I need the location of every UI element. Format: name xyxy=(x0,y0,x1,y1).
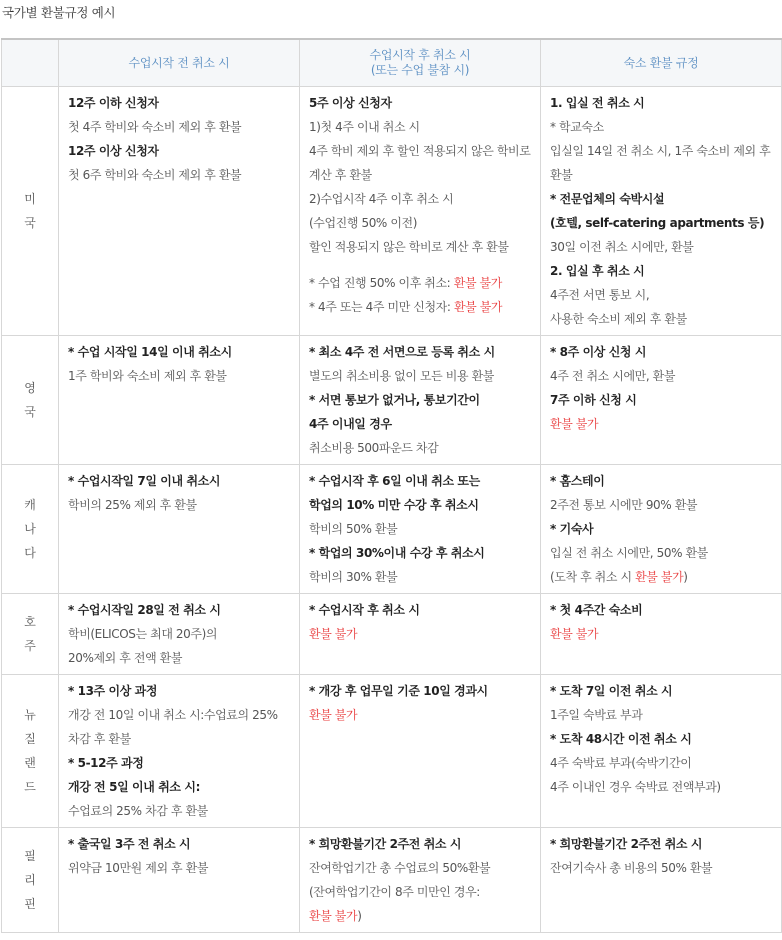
policy-text xyxy=(68,646,290,670)
country-char: 질 xyxy=(24,732,36,746)
policy-text xyxy=(550,775,772,799)
policy-text xyxy=(550,751,772,775)
policy-heading xyxy=(68,832,290,856)
country-char: 드 xyxy=(24,780,36,794)
no-refund-label: 환불 불가 xyxy=(309,627,358,641)
line-text: * 수업시작일 7일 이내 취소시 xyxy=(68,474,221,488)
header-after-start: 수업시작 후 취소 시 (또는 수업 불참 시) xyxy=(300,39,541,87)
accommodation-cell xyxy=(541,594,782,675)
policy-text xyxy=(309,139,531,163)
line-text: * 기숙사 xyxy=(550,522,594,536)
line-text: 위약금 10만원 제외 후 환불 xyxy=(68,861,209,875)
policy-text xyxy=(68,703,290,727)
policy-heading xyxy=(309,412,531,436)
table-row xyxy=(2,336,782,465)
policy-heading xyxy=(550,832,772,856)
line-text: (호텔, self-catering apartments 등) xyxy=(550,216,765,230)
line-text: 4주 이내인 경우 숙박료 전액부과) xyxy=(550,780,721,794)
after-start-cell xyxy=(300,465,541,594)
policy-text xyxy=(550,163,772,187)
before-start-cell xyxy=(59,828,300,933)
line-text: * 수업시작일 28일 전 취소 시 xyxy=(68,603,221,617)
policy-heading xyxy=(68,139,290,163)
line-text: * 5-12주 과정 xyxy=(68,756,144,770)
line-text: * 수업 시작일 14일 이내 취소시 xyxy=(68,345,232,359)
country-char: 호 xyxy=(24,615,36,629)
policy-text xyxy=(309,211,531,235)
line-text: 4주 이내일 경우 xyxy=(309,417,392,431)
before-start-cell xyxy=(59,336,300,465)
no-refund-label: 환불 불가 xyxy=(309,909,358,923)
policy-text xyxy=(309,235,531,259)
line-text: (잔여학업기간이 8주 미만인 경우: xyxy=(309,885,480,899)
line-text: 학업의 10% 미만 수강 후 취소시 xyxy=(309,498,479,512)
country-char: 리 xyxy=(24,873,36,887)
line-suffix: ) xyxy=(357,909,362,923)
country-char: 랜 xyxy=(24,756,36,770)
header-accommodation: 숙소 환불 규정 xyxy=(541,39,782,87)
policy-text xyxy=(550,565,772,589)
country-char: 캐 xyxy=(24,498,36,512)
no-refund-label: 환불 불가 xyxy=(550,417,599,431)
line-text: * 학교숙소 xyxy=(550,120,604,134)
accommodation-cell xyxy=(541,336,782,465)
table-row xyxy=(2,675,782,828)
no-refund-label: 환불 불가 xyxy=(453,300,503,314)
country-name xyxy=(2,828,59,933)
policy-heading xyxy=(550,469,772,493)
line-text: 12주 이하 신청자 xyxy=(68,96,159,110)
line-text: * 개강 후 업무일 기준 10일 경과시 xyxy=(309,684,488,698)
line-text: 2. 입실 후 취소 시 xyxy=(550,264,645,278)
country-char: 영 xyxy=(24,381,36,395)
line-text: 학비의 30% 환불 xyxy=(309,570,398,584)
no-refund-label: 환불 불가 xyxy=(635,570,684,584)
table-row xyxy=(2,594,782,675)
policy-text xyxy=(309,364,531,388)
line-text: 사용한 숙소비 제외 후 환불 xyxy=(550,312,687,326)
policy-heading xyxy=(309,541,531,565)
after-start-cell xyxy=(300,594,541,675)
line-text: 1)첫 4주 이내 취소 시 xyxy=(309,120,420,134)
policy-text xyxy=(68,856,290,880)
policy-heading xyxy=(309,598,531,622)
after-start-cell xyxy=(300,828,541,933)
header-corner xyxy=(2,39,59,87)
line-text: 입실일 14일 전 취소 시, 1주 숙소비 제외 후 xyxy=(550,144,771,158)
country-char: 뉴 xyxy=(24,708,36,722)
line-text: 2주전 통보 시에만 90% 환불 xyxy=(550,498,698,512)
page-title: 국가별 환불규정 예시 xyxy=(2,5,116,20)
policy-text xyxy=(309,856,531,880)
country-char: 미 xyxy=(24,192,36,206)
line-text: * 도착 7일 이전 취소 시 xyxy=(550,684,673,698)
before-start-cell xyxy=(59,675,300,828)
policy-heading xyxy=(68,679,290,703)
policy-heading xyxy=(309,493,531,517)
policy-text xyxy=(68,163,290,187)
policy-text xyxy=(550,364,772,388)
line-text: 20%제외 후 전액 환불 xyxy=(68,651,183,665)
line-text: 차감 후 환불 xyxy=(68,732,131,746)
policy-heading xyxy=(550,388,772,412)
table-header-row xyxy=(2,39,782,87)
no-refund-label: 환불 불가 xyxy=(550,627,599,641)
after-start-cell xyxy=(300,336,541,465)
policy-heading xyxy=(550,340,772,364)
line-text: * 희망환불기간 2주전 취소 시 xyxy=(309,837,462,851)
line-text: 첫 6주 학비와 숙소비 제외 후 환불 xyxy=(68,168,242,182)
policy-text xyxy=(550,493,772,517)
policy-heading xyxy=(309,469,531,493)
line-text: * 수업시작 후 취소 시 xyxy=(309,603,420,617)
line-text: * 13주 이상 과정 xyxy=(68,684,158,698)
line-text: 별도의 취소비용 없이 모든 비용 환불 xyxy=(309,369,494,383)
country-char: 국 xyxy=(24,216,36,230)
table-row xyxy=(2,828,782,933)
line-text: * 8주 이상 신청 시 xyxy=(550,345,647,359)
policy-heading xyxy=(68,340,290,364)
line-suffix: ) xyxy=(683,570,688,584)
after-start-cell xyxy=(300,675,541,828)
policy-text xyxy=(550,856,772,880)
line-text: * 4주 또는 4주 미만 신청자: xyxy=(309,300,454,314)
line-text: 환불 xyxy=(550,168,573,182)
line-text: 할인 적용되지 않은 학비로 계산 후 환불 xyxy=(309,240,509,254)
table-row xyxy=(2,87,782,336)
country-char: 다 xyxy=(24,546,36,560)
no-refund-label: 환불 불가 xyxy=(309,708,358,722)
policy-text xyxy=(550,703,772,727)
line-text: 5주 이상 신청자 xyxy=(309,96,392,110)
policy-text xyxy=(309,880,531,904)
policy-text xyxy=(68,493,290,517)
line-text: 1주 학비와 숙소비 제외 후 환불 xyxy=(68,369,227,383)
policy-text xyxy=(550,115,772,139)
no-refund-label: 환불 불가 xyxy=(453,276,502,290)
line-text: 4주전 서면 통보 시, xyxy=(550,288,650,302)
line-text: 1. 입실 전 취소 시 xyxy=(550,96,645,110)
line-text: * 서면 통보가 없거나, 통보기간이 xyxy=(309,393,480,407)
line-text: 잔여학업기간 총 수업료의 50%환불 xyxy=(309,861,491,875)
country-char: 필 xyxy=(24,849,36,863)
policy-text xyxy=(68,115,290,139)
line-text: 개강 전 10일 이내 취소 시:수업료의 25% xyxy=(68,708,278,722)
line-text: 입실 전 취소 시에만, 50% 환불 xyxy=(550,546,708,560)
accommodation-cell xyxy=(541,465,782,594)
line-text: 1주일 숙박료 부과 xyxy=(550,708,643,722)
policy-text xyxy=(309,622,531,646)
policy-text xyxy=(550,235,772,259)
policy-text xyxy=(550,307,772,331)
policy-text xyxy=(68,622,290,646)
after-start-cell xyxy=(300,87,541,336)
policy-heading xyxy=(550,259,772,283)
header-before-start: 수업시작 전 취소 시 xyxy=(59,39,300,87)
policy-text xyxy=(309,271,531,295)
policy-text xyxy=(309,517,531,541)
policy-text xyxy=(550,622,772,646)
line-text: (수업진행 50% 이전) xyxy=(309,216,418,230)
line-text: 4주 숙박료 부과(숙박기간이 xyxy=(550,756,692,770)
policy-text xyxy=(68,364,290,388)
policy-heading xyxy=(68,775,290,799)
policy-heading xyxy=(309,832,531,856)
country-char: 주 xyxy=(24,639,36,653)
policy-heading xyxy=(309,679,531,703)
policy-heading xyxy=(68,598,290,622)
table-row xyxy=(2,465,782,594)
policy-heading xyxy=(550,598,772,622)
line-text: 12주 이상 신청자 xyxy=(68,144,159,158)
country-name xyxy=(2,465,59,594)
policy-text xyxy=(68,727,290,751)
policy-text xyxy=(309,436,531,460)
line-text: 학비의 50% 환불 xyxy=(309,522,398,536)
country-name xyxy=(2,675,59,828)
line-text: 4주 학비 제외 후 할인 적용되지 않은 학비로 xyxy=(309,144,531,158)
policy-text xyxy=(309,115,531,139)
line-text: * 학업의 30%이내 수강 후 취소시 xyxy=(309,546,485,560)
policy-text xyxy=(309,187,531,211)
country-name xyxy=(2,336,59,465)
policy-heading xyxy=(68,91,290,115)
policy-heading xyxy=(68,751,290,775)
policy-heading xyxy=(309,340,531,364)
policy-heading xyxy=(309,388,531,412)
country-char: 나 xyxy=(24,522,36,536)
country-name xyxy=(2,87,59,336)
policy-heading xyxy=(309,91,531,115)
accommodation-cell xyxy=(541,828,782,933)
table-body xyxy=(2,87,782,933)
line-text: 수업료의 25% 차감 후 환불 xyxy=(68,804,208,818)
line-text: 2)수업시작 4주 이후 취소 시 xyxy=(309,192,454,206)
line-text: 4주 전 취소 시에만, 환불 xyxy=(550,369,676,383)
policy-heading xyxy=(550,679,772,703)
accommodation-cell xyxy=(541,675,782,828)
policy-text xyxy=(550,283,772,307)
country-name xyxy=(2,594,59,675)
before-start-cell xyxy=(59,465,300,594)
accommodation-cell xyxy=(541,87,782,336)
policy-text xyxy=(309,565,531,589)
line-text: (도착 후 취소 시 xyxy=(550,570,636,584)
policy-text xyxy=(309,904,531,928)
policy-heading xyxy=(68,469,290,493)
line-text: 잔여기숙사 총 비용의 50% 환불 xyxy=(550,861,713,875)
line-text: * 홈스테이 xyxy=(550,474,605,488)
line-text: * 수업 진행 50% 이후 취소: xyxy=(309,276,454,290)
line-text: 30일 이전 취소 시에만, 환불 xyxy=(550,240,694,254)
country-char: 핀 xyxy=(24,897,36,911)
policy-text xyxy=(309,703,531,727)
policy-text xyxy=(550,139,772,163)
line-text: 학비의 25% 제외 후 환불 xyxy=(68,498,197,512)
policy-heading xyxy=(550,211,772,235)
line-text: 계산 후 환불 xyxy=(309,168,372,182)
policy-heading xyxy=(550,727,772,751)
policy-text xyxy=(550,541,772,565)
policy-heading xyxy=(550,517,772,541)
policy-text xyxy=(309,295,531,319)
policy-heading xyxy=(550,187,772,211)
line-text: 개강 전 5일 이내 취소 시: xyxy=(68,780,200,794)
line-text: 취소비용 500파운드 차감 xyxy=(309,441,439,455)
before-start-cell xyxy=(59,87,300,336)
line-text: * 전문업체의 숙박시설 xyxy=(550,192,665,206)
spacer xyxy=(309,259,531,271)
line-text: 학비(ELICOS는 최대 20주)의 xyxy=(68,627,218,641)
line-text: * 도착 48시간 이전 취소 시 xyxy=(550,732,692,746)
line-text: * 출국일 3주 전 취소 시 xyxy=(68,837,191,851)
country-char: 국 xyxy=(24,405,36,419)
refund-policy-table xyxy=(1,38,782,933)
before-start-cell xyxy=(59,594,300,675)
policy-text xyxy=(550,412,772,436)
policy-text xyxy=(309,163,531,187)
line-text: * 최소 4주 전 서면으로 등록 취소 시 xyxy=(309,345,495,359)
line-text: * 수업시작 후 6일 이내 취소 또는 xyxy=(309,474,480,488)
line-text: 7주 이하 신청 시 xyxy=(550,393,637,407)
policy-text xyxy=(68,799,290,823)
policy-heading xyxy=(550,91,772,115)
line-text: * 희망환불기간 2주전 취소 시 xyxy=(550,837,703,851)
line-text: 첫 4주 학비와 숙소비 제외 후 환불 xyxy=(68,120,242,134)
line-text: * 첫 4주간 숙소비 xyxy=(550,603,643,617)
